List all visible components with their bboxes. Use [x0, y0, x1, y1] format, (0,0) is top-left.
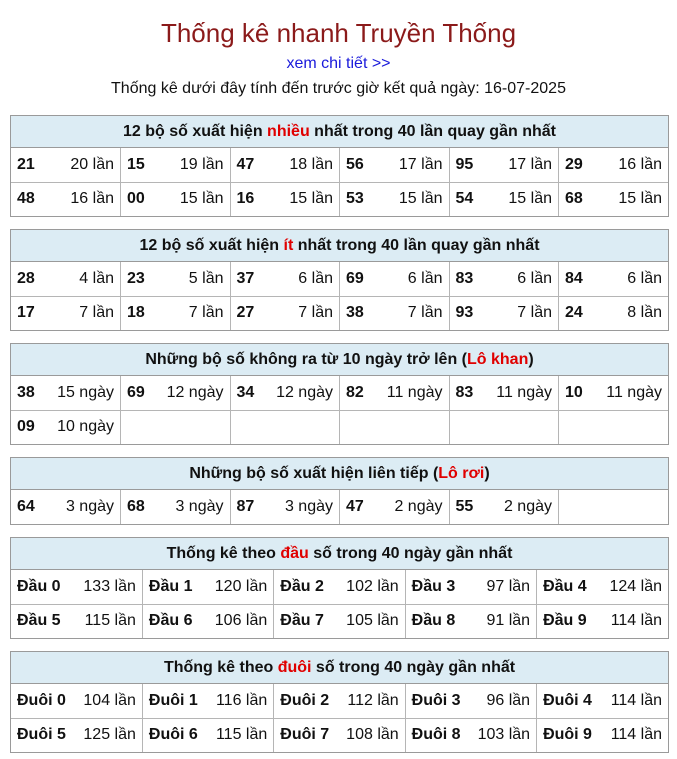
stat-count: 108 lần — [346, 726, 399, 744]
heading-text: nhất trong 40 lần quay gần nhất — [293, 237, 540, 254]
heading-text: 12 bộ số xuất hiện — [123, 123, 268, 140]
stat-cell — [274, 604, 405, 638]
stat-label: Đuôi 9 — [543, 726, 592, 744]
stat-count: 19 lần — [179, 155, 224, 173]
stat-cell — [121, 262, 231, 296]
stat-label: 27 — [236, 304, 255, 322]
tail-digit-section — [10, 651, 669, 753]
most-frequent-section — [10, 115, 669, 217]
stat-cell — [559, 490, 669, 524]
heading-text: Thống kê theo — [166, 545, 281, 562]
heading-text: số trong 40 ngày gần nhất — [311, 659, 516, 676]
stat-count: 106 lần — [214, 612, 268, 630]
stat-cell — [340, 490, 450, 524]
stat-count: 120 lần — [214, 577, 268, 595]
stat-label: Đầu 7 — [280, 612, 324, 630]
stat-cell — [405, 718, 536, 752]
stat-cell — [274, 718, 405, 752]
stat-cell — [11, 148, 121, 182]
stat-cell — [11, 376, 121, 410]
stat-count: 15 lần — [398, 190, 443, 208]
stat-label: Đầu 6 — [148, 612, 193, 630]
stat-cell — [559, 262, 669, 296]
stat-count: 6 lần — [517, 269, 552, 287]
stat-cell — [142, 604, 273, 638]
stat-count: 115 lần — [84, 612, 136, 630]
stat-label: Đuôi 7 — [280, 726, 330, 744]
stat-label: 10 — [565, 383, 583, 401]
stats-table — [11, 148, 668, 216]
heading-text: ) — [484, 465, 490, 482]
section-heading — [11, 344, 668, 376]
stat-count: 7 lần — [188, 304, 224, 322]
stat-count: 112 lần — [347, 691, 399, 709]
stat-cell — [559, 296, 669, 330]
stat-cell — [340, 262, 450, 296]
stat-count: 102 lần — [346, 577, 399, 595]
stat-count: 6 lần — [298, 269, 333, 287]
stat-cell — [340, 410, 450, 444]
stat-count: 105 lần — [346, 612, 399, 630]
stat-cell — [340, 376, 450, 410]
stat-label: 53 — [346, 190, 364, 208]
stat-cell — [537, 718, 668, 752]
stats-table — [11, 684, 668, 752]
stat-cell — [230, 376, 340, 410]
section-heading — [11, 230, 668, 262]
stat-count: 3 ngày — [65, 498, 114, 515]
stat-label: 37 — [236, 269, 255, 287]
stat-cell — [340, 182, 450, 216]
stat-label: Đuôi 3 — [411, 691, 461, 709]
stat-cell — [340, 296, 450, 330]
stat-label: Đuôi 6 — [148, 726, 198, 744]
stat-label: Đầu 0 — [17, 577, 61, 595]
heading-text: số trong 40 ngày gần nhất — [308, 545, 513, 562]
head-digit-section — [10, 537, 669, 639]
stat-label: 68 — [565, 190, 583, 208]
stat-count: 3 ngày — [284, 498, 333, 515]
stat-count: 104 lần — [83, 691, 136, 709]
section-heading — [11, 458, 668, 490]
stat-label: 23 — [127, 269, 145, 287]
stat-cell — [274, 570, 405, 604]
stat-cell — [121, 490, 231, 524]
stat-count: 16 lần — [70, 190, 114, 208]
stat-cell — [449, 182, 559, 216]
lo-khan-section — [10, 343, 669, 445]
stat-label: Đầu 9 — [543, 612, 587, 630]
heading-text: Những bộ số xuất hiện liên tiếp ( — [189, 465, 439, 482]
stats-table — [11, 376, 668, 444]
stat-cell — [142, 570, 273, 604]
stat-label: 83 — [455, 269, 474, 287]
stat-cell — [559, 182, 669, 216]
stat-count: 18 lần — [289, 155, 333, 173]
stat-cell — [449, 490, 559, 524]
stat-label: 95 — [455, 155, 474, 173]
stat-cell — [11, 718, 142, 752]
stat-label: Đuôi 8 — [411, 726, 461, 744]
stat-label: Đầu 3 — [411, 577, 456, 595]
stat-label: 69 — [346, 269, 364, 287]
stat-cell — [11, 604, 142, 638]
stat-cell — [537, 684, 668, 718]
stat-count: 7 lần — [79, 304, 114, 322]
stat-label: Đuôi 4 — [543, 691, 592, 709]
stat-count: 6 lần — [407, 269, 443, 287]
stat-label: 15 — [127, 155, 145, 173]
stat-label: 38 — [17, 383, 35, 401]
stat-cell — [449, 376, 559, 410]
stat-cell — [559, 376, 669, 410]
stat-count: 17 lần — [398, 155, 443, 173]
stat-count: 2 ngày — [394, 498, 443, 515]
stat-count: 7 lần — [517, 304, 552, 322]
stat-count: 2 ngày — [503, 498, 552, 515]
table-row — [11, 684, 668, 718]
stat-cell — [537, 604, 668, 638]
stat-label: Đầu 1 — [148, 577, 193, 595]
stat-cell — [537, 570, 668, 604]
lo-roi-section — [10, 457, 669, 525]
stat-label: 38 — [346, 304, 364, 322]
stat-label: 54 — [455, 190, 474, 208]
table-row — [11, 182, 668, 216]
stat-cell — [405, 570, 536, 604]
stat-count: 15 lần — [289, 190, 333, 208]
heading-text: Những bộ số không ra từ 10 ngày trở lên ( — [145, 351, 467, 368]
stat-cell — [559, 410, 669, 444]
stat-label: 09 — [17, 418, 35, 436]
table-row — [11, 570, 668, 604]
stat-count: 12 ngày — [166, 383, 224, 401]
stat-cell — [11, 296, 121, 330]
table-row — [11, 262, 668, 296]
stat-cell — [11, 182, 121, 216]
section-heading — [11, 116, 668, 148]
stat-label: 48 — [17, 190, 35, 208]
stat-count: 15 lần — [618, 190, 662, 208]
stat-count: 114 lần — [610, 691, 662, 709]
heading-highlight: Lô rơi — [438, 465, 485, 482]
stat-count: 20 lần — [70, 155, 114, 173]
stat-count: 97 lần — [486, 577, 531, 595]
stat-count: 3 ngày — [175, 498, 224, 515]
stat-count: 11 ngày — [496, 383, 552, 401]
stat-count: 6 lần — [627, 269, 662, 287]
stat-label: 47 — [236, 155, 255, 173]
stat-count: 15 ngày — [57, 383, 114, 401]
stat-count: 11 ngày — [386, 383, 443, 401]
stat-count: 7 lần — [298, 304, 333, 322]
stat-count: 10 ngày — [57, 418, 114, 436]
stat-label: 29 — [565, 155, 583, 173]
stat-label: 47 — [346, 498, 364, 515]
stat-label: 16 — [236, 190, 255, 208]
table-row — [11, 410, 668, 444]
stat-cell — [11, 410, 121, 444]
stat-label: 87 — [236, 498, 255, 515]
heading-highlight: Lô khan — [467, 351, 529, 368]
stat-count: 115 lần — [215, 726, 268, 744]
stat-cell — [449, 410, 559, 444]
stat-cell — [405, 604, 536, 638]
stat-cell — [142, 684, 273, 718]
stat-count: 103 lần — [477, 726, 531, 744]
stats-date-line: Thống kê dưới đây tính đến trước giờ kết quả ngày: 16-07-2025 — [111, 80, 566, 97]
stat-cell — [121, 148, 231, 182]
stat-label: 83 — [455, 383, 474, 401]
stat-label: Đuôi 0 — [17, 691, 66, 709]
table-row — [11, 296, 668, 330]
section-heading — [11, 538, 668, 570]
table-row — [11, 490, 668, 524]
stat-label: 17 — [17, 304, 35, 322]
stat-label: Đuôi 5 — [17, 726, 66, 744]
table-row — [11, 376, 668, 410]
stat-cell — [11, 684, 142, 718]
stat-cell — [11, 570, 142, 604]
stat-label: 21 — [17, 155, 35, 173]
table-row — [11, 148, 668, 182]
stat-cell — [405, 684, 536, 718]
stat-cell — [142, 718, 273, 752]
stat-label: 64 — [17, 498, 35, 515]
stat-count: 15 lần — [508, 190, 552, 208]
stat-cell — [274, 684, 405, 718]
stat-label: 00 — [127, 190, 145, 208]
section-heading — [11, 652, 668, 684]
stat-count: 124 lần — [609, 577, 662, 595]
stat-count: 116 lần — [215, 691, 268, 709]
stat-count: 133 lần — [83, 577, 136, 595]
stat-count: 96 lần — [486, 691, 531, 709]
stat-cell — [230, 490, 340, 524]
stat-cell — [340, 148, 450, 182]
stat-label: 82 — [346, 383, 364, 401]
stat-cell — [121, 410, 231, 444]
stat-count: 5 lần — [188, 269, 224, 287]
stat-cell — [121, 182, 231, 216]
stat-label: 56 — [346, 155, 364, 173]
stat-label: Đầu 2 — [280, 577, 324, 595]
heading-highlight: ít — [283, 237, 294, 254]
stat-label: 93 — [455, 304, 474, 322]
stat-cell — [559, 148, 669, 182]
stat-label: Đầu 4 — [543, 577, 587, 595]
stat-cell — [11, 490, 121, 524]
stat-count: 11 ngày — [606, 383, 662, 401]
stat-cell — [121, 376, 231, 410]
stat-label: 18 — [127, 304, 145, 322]
stat-cell — [121, 296, 231, 330]
stat-count: 4 lần — [79, 269, 114, 287]
stats-table — [11, 570, 668, 638]
heading-highlight: nhiều — [267, 123, 310, 140]
stat-count: 17 lần — [508, 155, 552, 173]
heading-text: 12 bộ số xuất hiện — [139, 237, 284, 254]
least-frequent-section — [10, 229, 669, 331]
heading-text: Thống kê theo — [163, 659, 278, 676]
view-details-link[interactable]: xem chi tiết >> — [286, 55, 391, 72]
stat-label: Đuôi 1 — [148, 691, 198, 709]
stat-count: 125 lần — [83, 726, 136, 744]
heading-highlight: đầu — [280, 545, 309, 562]
stat-count: 12 ngày — [276, 383, 333, 401]
stat-label: 55 — [455, 498, 474, 515]
stat-cell — [230, 148, 340, 182]
stat-cell — [230, 296, 340, 330]
stat-count: 114 lần — [610, 612, 662, 630]
stat-count: 7 lần — [407, 304, 443, 322]
stat-cell — [449, 296, 559, 330]
stat-count: 91 lần — [486, 612, 531, 630]
stats-table — [11, 490, 668, 524]
stat-label: 84 — [565, 269, 583, 287]
stat-cell — [11, 262, 121, 296]
table-row — [11, 604, 668, 638]
heading-text: ) — [528, 351, 534, 368]
stat-label: 34 — [236, 383, 255, 401]
stat-count: 114 lần — [610, 726, 662, 744]
stat-label: Đầu 5 — [17, 612, 61, 630]
stat-label: 24 — [565, 304, 583, 322]
stat-label: 69 — [127, 383, 145, 401]
stat-count: 8 lần — [627, 304, 662, 322]
stat-cell — [449, 262, 559, 296]
heading-text: nhất trong 40 lần quay gần nhất — [309, 123, 556, 140]
stat-cell — [230, 182, 340, 216]
stat-cell — [230, 262, 340, 296]
heading-highlight: đuôi — [277, 659, 312, 676]
stats-table — [11, 262, 668, 330]
table-row — [11, 718, 668, 752]
page-title: Thống kê nhanh Truyền Thống — [160, 18, 517, 48]
stat-count: 16 lần — [618, 155, 662, 173]
stat-cell — [449, 148, 559, 182]
stat-label: 68 — [127, 498, 145, 515]
stat-count: 15 lần — [179, 190, 224, 208]
stat-label: Đuôi 2 — [280, 691, 330, 709]
stat-label: 28 — [17, 269, 35, 287]
stat-label: Đầu 8 — [411, 612, 456, 630]
stat-cell — [230, 410, 340, 444]
